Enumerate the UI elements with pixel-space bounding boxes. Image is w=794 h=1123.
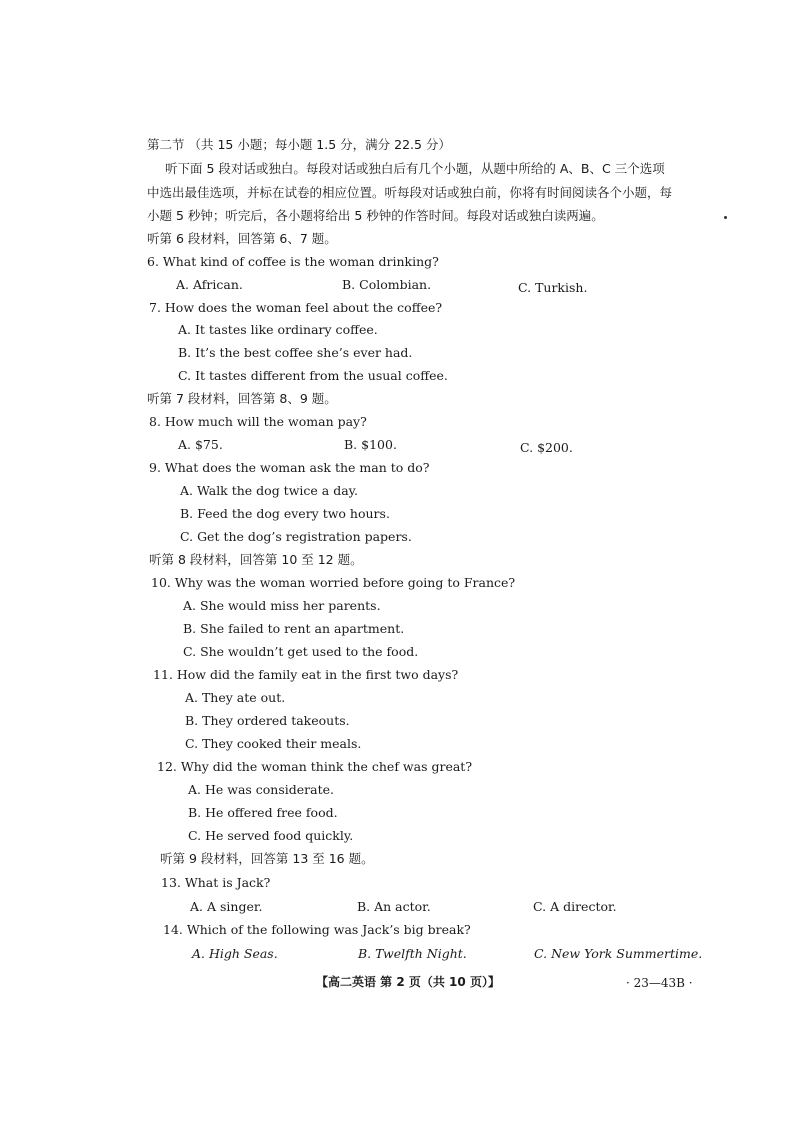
- instruction-line: 小题 5 秒钟；听完后，各小题将给出 5 秒钟的作答时间。每段对话或独白读两遍。: [147, 208, 604, 223]
- option-b: B. An actor.: [357, 899, 431, 914]
- stray-mark: [724, 216, 727, 219]
- instruction-line: 中选出最佳选项，并标在试卷的相应位置。听每段对话或独白前，你将有时间阅读各个小题，每: [147, 185, 673, 200]
- option-a: A. African.: [176, 277, 243, 292]
- option-c: C. $200.: [520, 440, 573, 455]
- question-stem: 6. What kind of coffee is the woman drinking?: [147, 254, 439, 269]
- question-stem: 11. How did the family eat in the first two days?: [153, 667, 459, 682]
- option-b: B. They ordered takeouts.: [185, 713, 350, 728]
- option-c: C. They cooked their meals.: [185, 736, 362, 751]
- option-b: B. She failed to rent an apartment.: [183, 621, 405, 636]
- option-c: C. Turkish.: [518, 280, 588, 295]
- option-a: A. She would miss her parents.: [183, 598, 381, 613]
- option-a: A. Walk the dog twice a day.: [180, 483, 359, 498]
- question-stem: 13. What is Jack?: [161, 875, 271, 890]
- question-stem: 7. How does the woman feel about the coffee?: [149, 300, 443, 315]
- question-stem: 12. Why did the woman think the chef was great?: [157, 759, 473, 774]
- instruction-line: 听下面 5 段对话或独白。每段对话或独白后有几个小题，从题中所给的 A、B、C 三个选项: [165, 161, 665, 176]
- option-b: B. Colombian.: [342, 277, 432, 292]
- option-c: C. A director.: [533, 899, 617, 914]
- question-stem: 8. How much will the woman pay?: [149, 414, 367, 429]
- option-a: A. High Seas.: [192, 946, 278, 961]
- question-stem: 9. What does the woman ask the man to do?: [149, 460, 430, 475]
- group-heading: 听第 6 段材料，回答第 6、7 题。: [147, 231, 337, 246]
- option-b: B. Twelfth Night.: [358, 946, 467, 961]
- section-header: 第二节 （共 15 小题；每小题 1.5 分，满分 22.5 分）: [147, 137, 451, 152]
- option-b: B. It’s the best coffee she’s ever had.: [178, 345, 413, 360]
- question-stem: 10. Why was the woman worried before going to France?: [151, 575, 516, 590]
- option-c: C. Get the dog’s registration papers.: [180, 529, 412, 544]
- question-stem: 14. Which of the following was Jack’s big break?: [163, 922, 471, 937]
- option-b: B. Feed the dog every two hours.: [180, 506, 390, 521]
- group-heading: 听第 7 段材料，回答第 8、9 题。: [147, 391, 337, 406]
- option-c: C. He served food quickly.: [188, 828, 354, 843]
- group-heading: 听第 8 段材料，回答第 10 至 12 题。: [149, 552, 363, 567]
- option-b: B. He offered free food.: [188, 805, 338, 820]
- paper-code: · 23—43B ·: [626, 976, 693, 990]
- option-c: C. New York Summertime.: [534, 946, 703, 961]
- option-b: B. $100.: [344, 437, 397, 452]
- group-heading: 听第 9 段材料，回答第 13 至 16 题。: [160, 851, 374, 866]
- option-a: A. It tastes like ordinary coffee.: [178, 322, 378, 337]
- option-a: A. They ate out.: [185, 690, 286, 705]
- option-a: A. A singer.: [190, 899, 263, 914]
- option-c: C. It tastes different from the usual coffee.: [178, 368, 448, 383]
- option-c: C. She wouldn’t get used to the food.: [183, 644, 419, 659]
- option-a: A. He was considerate.: [188, 782, 334, 797]
- page-footer: 【高二英语 第 2 页（共 10 页）】: [316, 975, 500, 989]
- option-a: A. $75.: [178, 437, 223, 452]
